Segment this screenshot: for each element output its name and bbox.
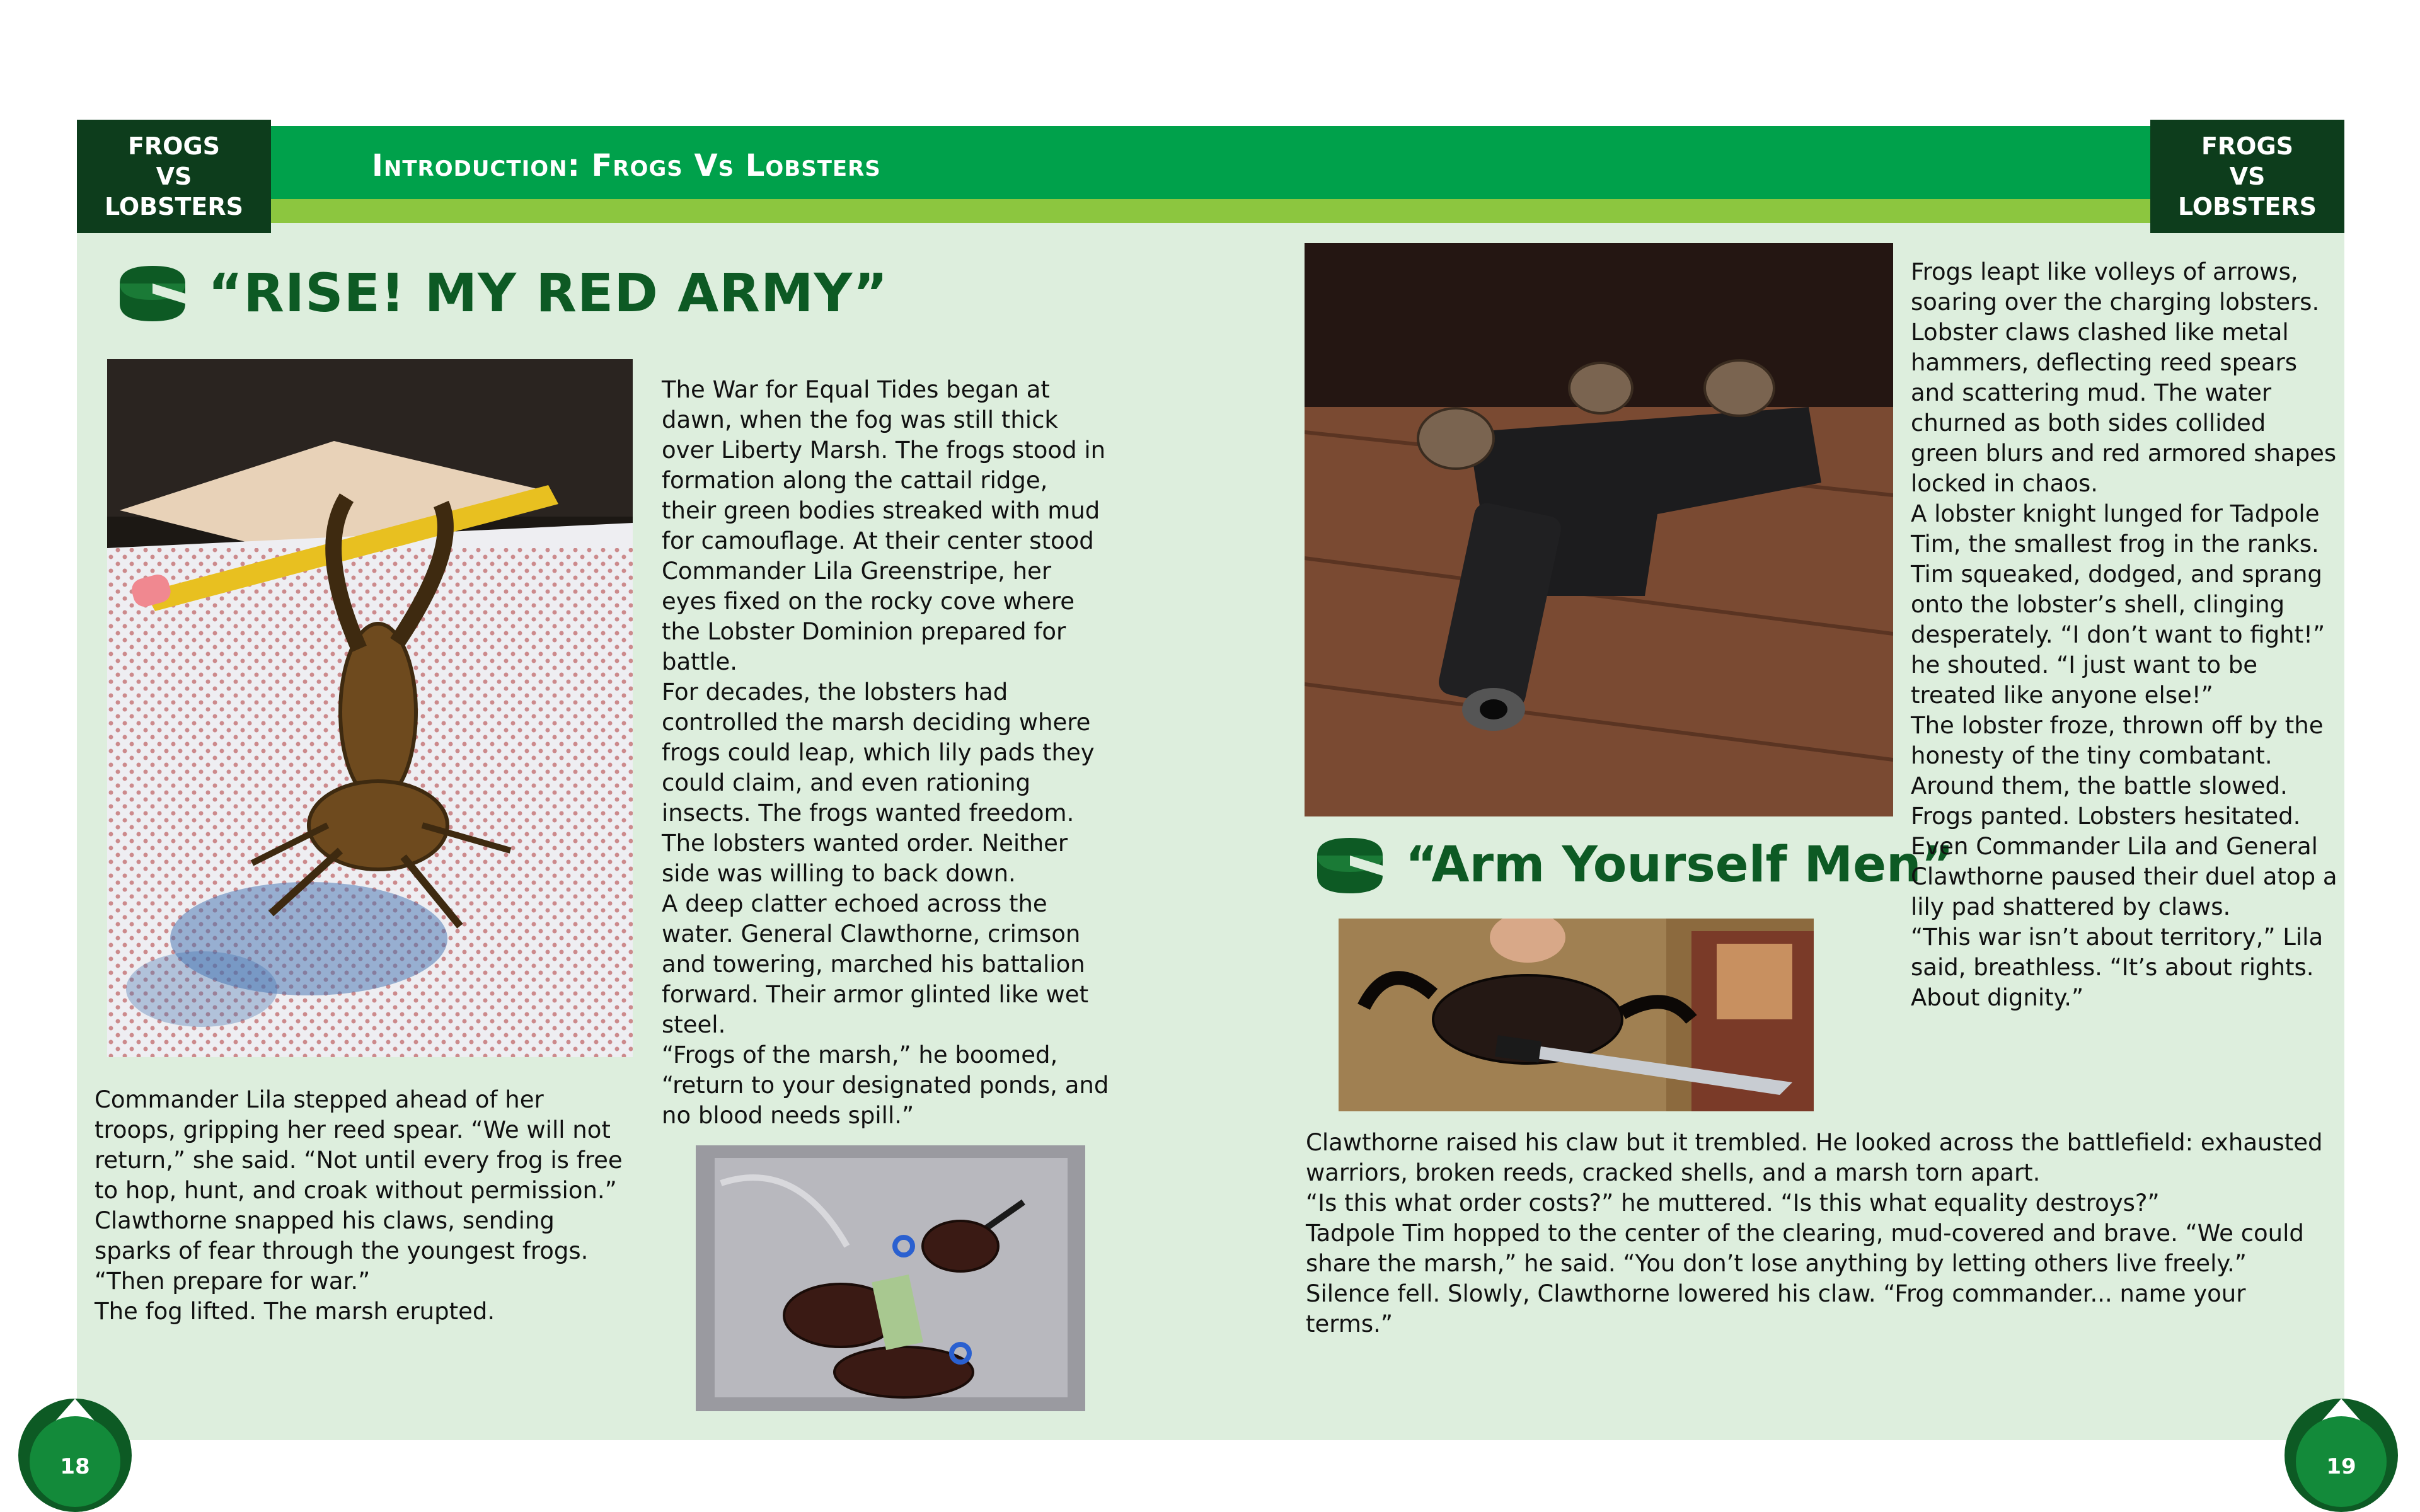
page-number: 19 (2326, 1454, 2356, 1479)
page-number: 18 (60, 1454, 90, 1479)
section-heading-right (1308, 830, 1954, 900)
section-heading-left (111, 258, 889, 328)
header-accent-strip (271, 199, 2155, 223)
lobster-with-pencil-photo (107, 359, 633, 1057)
paragraph: A lobster knight lunged for Tadpole Tim, the smallest frog in the ranks. Tim squeaked, dodged, and sprang onto the lobster’s shell, clinging desperately. “I don’t want to fight!” he shouted. “I just want to be treated like anyone else!” (1911, 500, 2325, 709)
page-number-badge-right (2281, 1386, 2401, 1512)
tab-line: FROGS (2201, 132, 2294, 160)
paragraph: Frogs leapt like volleys of arrows, soaring over the charging lobsters. Lobster claws clashed like metal hammers, deflecting reed spears and scattering mud. The water churned as both sides collided green blurs and red armored shapes locked in chaos. (1911, 258, 2337, 497)
paragraph: “Is this what order costs?” he muttered. “Is this what equality destroys?” (1306, 1189, 2160, 1217)
page-number-badge-left (15, 1386, 135, 1512)
frogs-on-pistol-photo (1305, 243, 1893, 816)
section-title: “RISE! MY RED ARMY” (208, 262, 889, 324)
paragraph: The War for Equal Tides began at dawn, when the fog was still thick over Liberty Marsh. The frogs stood in formation along the cattail ridge, their green bodies streaked with mud for camouflage. At their center stood Commander Lila Greenstripe, her eyes fixed on the rocky cove where the Lobster Dominion prepared for battle. (662, 376, 1106, 675)
right-bottom-text (1306, 1128, 2339, 1339)
tab-line: LOBSTERS (104, 193, 243, 220)
tab-line: FROGS (127, 132, 221, 160)
section-title: “Arm Yourself Men” (1405, 837, 1954, 893)
left-column-text (662, 375, 1109, 1131)
tab-line: VS (156, 163, 192, 190)
section-tab-right (2150, 120, 2344, 233)
lily-pad-icon (111, 258, 193, 328)
lobsters-in-sink-photo (696, 1145, 1085, 1411)
chapter-title: Introduction: Frogs Vs Lobsters (372, 148, 881, 183)
paragraph: Clawthorne snapped his claws, sending sparks of fear through the youngest frogs. (95, 1207, 589, 1264)
paragraph: “Then prepare for war.” (95, 1268, 371, 1295)
paragraph: Clawthorne raised his claw but it trembled. He looked across the battlefield: exhausted warriors, broken reeds, cracked shells, and a marsh torn apart. (1306, 1129, 2323, 1186)
tab-line: VS (2229, 163, 2266, 190)
lobster-with-knife-photo (1339, 919, 1814, 1111)
section-tab-left (77, 120, 271, 233)
right-column-text (1911, 257, 2339, 1013)
paragraph: “Frogs of the marsh,” he boomed, “return to your designated ponds, and no blood needs spill.” (662, 1041, 1109, 1129)
paragraph: “This war isn’t about territory,” Lila said, breathless. “It’s about rights. About dignity.” (1911, 924, 2324, 1011)
paragraph: The lobster froze, thrown off by the honesty of the tiny combatant. Around them, the battle slowed. Frogs panted. Lobsters hesitated. Even Commander Lila and General Clawthorne paused their duel atop a lily pad shattered by claws. (1911, 712, 2337, 920)
paragraph: Silence fell. Slowly, Clawthorne lowered his claw. “Frog commander... name your terms.” (1306, 1280, 2246, 1337)
lily-pad-icon (1308, 830, 1390, 900)
paragraph: Tadpole Tim hopped to the center of the clearing, mud-covered and brave. “We could share the marsh,” he said. “You don’t lose anything by letting others live freely.” (1306, 1220, 2304, 1277)
paragraph: A deep clatter echoed across the water. General Clawthorne, crimson and towering, marched his battalion forward. Their armor glinted like wet steel. (662, 890, 1089, 1038)
paragraph: For decades, the lobsters had controlled the marsh deciding where frogs could leap, which lily pads they could claim, and even rationing insects. The frogs wanted freedom. The lobsters wanted order. Neither side was willing to back down. (662, 679, 1095, 887)
paragraph: The fog lifted. The marsh erupted. (95, 1298, 495, 1325)
paragraph: Commander Lila stepped ahead of her troops, gripping her reed spear. “We will not return,” she said. “Not until every frog is free to hop, hunt, and croak without permission.” (95, 1086, 623, 1204)
tab-line: LOBSTERS (2177, 193, 2317, 220)
left-lower-text (95, 1085, 624, 1327)
